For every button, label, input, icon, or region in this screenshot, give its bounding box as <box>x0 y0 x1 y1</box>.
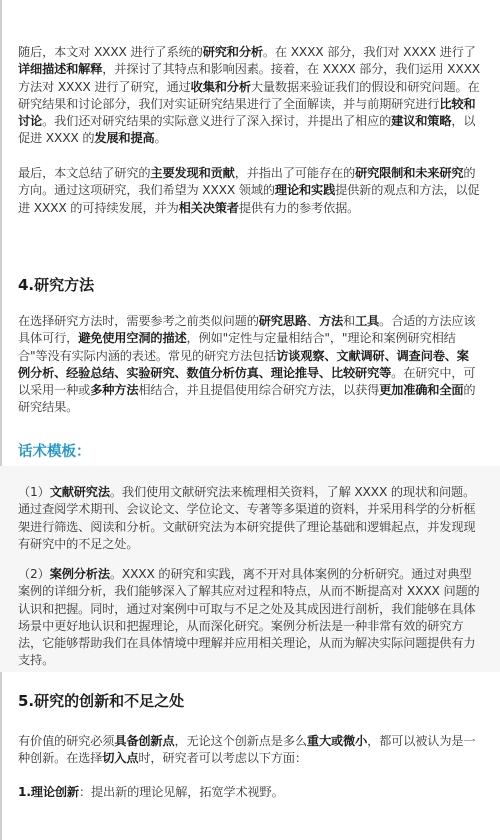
text-run: ：提出新的理论见解，拓宽学术视野。 <box>78 785 284 799</box>
bold-run: 案例分析法 <box>49 567 110 581</box>
bold-run: 具备创新点 <box>114 734 175 748</box>
bold-run: 建议和策略 <box>391 114 452 129</box>
template-paragraph-1 <box>18 484 480 553</box>
bold-run: 更加准确和全面 <box>379 383 464 398</box>
text-run: ，并探讨了其特点和影响因素。接着，在 XXXX 部分，我们运用 XXXX 方法对 XXXX 进行了研究，通过 <box>18 62 480 94</box>
text-run: 大量数据来验证我们的假设和研究问题。在研究结果和讨论部分，我们对实证研究结果进行了全面解读，并与前期研究进行 <box>18 79 480 111</box>
bold-run: 方法 <box>318 314 344 328</box>
text-run: （1） <box>18 485 50 499</box>
text-run: 。我们使用文献研究法来梳理相关资料，了解 XXXX 的现状和问题。通过查阅学术期刊、会议论文、学位论文、专著等多渠道的资料，并采用科学的分析框架进行筛选、阅读和分析。文献研究法为本研究提供了理论基础和逻辑起点，并发现现有研究中的不足之处。 <box>18 485 476 551</box>
template-label: 话术模板： <box>18 444 91 460</box>
text-run: 。合适的方法应该具体可行， <box>18 314 476 346</box>
bold-run: 发展和提高 <box>94 131 155 146</box>
bold-run: 理论和实践 <box>274 183 336 198</box>
text-run: 、 <box>306 314 319 328</box>
bold-run: 多种方法 <box>90 383 139 398</box>
bold-run: 相关决策者 <box>178 200 239 215</box>
bold-run: 收集和分析 <box>190 79 251 94</box>
intro-paragraph-2 <box>18 165 480 217</box>
bold-run: 详细描述和解释 <box>18 62 103 77</box>
bold-run: 研究限制和未来研究 <box>355 166 464 180</box>
text-run: 提供有力的参考依据。 <box>238 200 360 215</box>
text-run: 的研究结果。 <box>18 383 476 415</box>
text-run: 相结合，并且提倡使用综合研究方法，以获得 <box>138 383 380 398</box>
bold-run: 比较和讨论 <box>18 96 476 129</box>
bold-run: 文献研究法 <box>49 485 110 499</box>
section-4-paragraph <box>18 313 480 417</box>
section-5-item-1 <box>18 784 480 801</box>
text-run: 。在 XXXX 部分，我们对 XXXX 进行了 <box>262 45 476 59</box>
text-run: 。 <box>154 131 167 146</box>
text-run: ，都可以被认为是一种创新。在选择 <box>18 734 476 766</box>
bold-run: 重大或微小 <box>306 734 368 748</box>
intro-paragraph-1 <box>18 44 480 148</box>
bold-run: 1.理论创新 <box>18 785 79 799</box>
text-run: 最后，本文总结了研究的 <box>18 166 151 180</box>
bold-run: 主要发现和贡献 <box>150 166 235 180</box>
text-run: 。XXXX 的研究和实践，离不开对具体案例的分析研究。通过对典型案例的详细分析，我们能够深入了解其应对过程和特点，从而不断提高对 XXXX 问题的认识和把握。同时，通过对案例中可取与不足之处及其成因进行剖析，我们能够在具体场景中更好地认识和把握理论，从而深化研究。案例分析法是一种非常有效的研究方法，它能够帮助我们在具体情境中理解并应用相关理论，从而为解决实际问题提供有力支持。 <box>18 567 480 668</box>
left-border <box>0 0 2 840</box>
text-run: 随后，本文对 XXXX 进行了系统的 <box>18 45 203 59</box>
text-run: 提供新的观点和方法，以促进 XXXX 的可持续发展，并为 <box>18 183 480 215</box>
text-run: 的方向。通过这项研究，我们希望为 XXXX 领域的 <box>18 166 476 198</box>
section-4-heading: 4.研究方法 <box>18 276 95 294</box>
bold-run: 切入点 <box>102 751 139 766</box>
bold-run: 研究思路 <box>258 314 307 328</box>
text-run: 有价值的研究必须 <box>18 734 115 748</box>
bold-run: 访谈观察、文献调研、调查问卷、案例分析、经验总结、实验研究、数值分析仿真、理论推导、比较研究等 <box>18 348 469 380</box>
text-run: 时，研究者可以考虑以下方面： <box>138 751 307 766</box>
text-run: ，以促进 XXXX 的 <box>18 114 476 146</box>
bold-run: 工具 <box>355 314 380 328</box>
bold-run: 避免使用空洞的描述 <box>78 331 187 346</box>
bold-run: 研究和分析 <box>202 45 263 59</box>
text-run: 。在研究中，可以采用一种或 <box>18 365 476 398</box>
text-run: ，例如"定性与定量相结合"，"理论和案例研究相结合"等没有实际内涵的表述。常见的研究方法包括 <box>18 331 456 363</box>
text-run: ，无论这个创新点是多么 <box>174 734 307 748</box>
template-paragraph-2 <box>18 566 480 670</box>
text-run: （2） <box>18 567 50 581</box>
section-5-heading: 5.研究的创新和不足之处 <box>18 692 185 710</box>
text-run: 在选择研究方法时，需要参考之前类似问题的 <box>18 314 259 328</box>
text-run: ，并指出了可能存在的 <box>234 166 356 180</box>
text-run: 和 <box>343 314 356 328</box>
text-run: 。我们还对研究结果的实际意义进行了深入探讨，并提出了相应的 <box>42 114 392 129</box>
section-5-paragraph <box>18 733 480 768</box>
